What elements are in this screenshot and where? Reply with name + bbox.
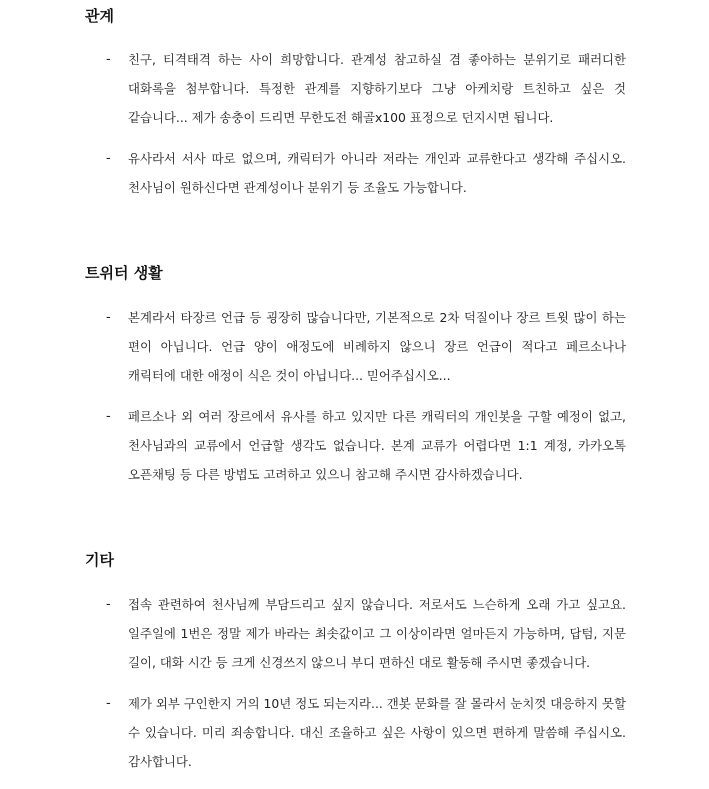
bullet-marker: - (106, 696, 111, 711)
list-item (0, 402, 709, 489)
list-item-text: 접속 관련하여 천사님께 부담드리고 싶지 않습니다. 저로서도 느슨하게 오래 가고 싶고요. 일주일에 1번은 정말 제가 바라는 최솟값이고 그 이상이라면 얼마든지 가능하며, 답텀, 지문 길이, 대화 시간 등 크게 신경쓰지 않으니 부디 편하신 대로 활동해 주시면 좋겠습니다. (128, 597, 626, 670)
list-item (0, 144, 709, 202)
section-heading: 관계 (85, 7, 114, 25)
bullet-marker: - (106, 409, 111, 424)
list-item-text: 친구, 티격태격 하는 사이 희망합니다. 관계성 참고하실 겸 좋아하는 분위기로 패러디한 대화록을 첨부합니다. 특정한 관계를 지향하기보다 그냥 아케치랑 트친하고 싶은 것 같습니다... 제가 송충이 드리면 무한도전 해골x100 표정으로 던지시면 됩니다. (128, 52, 626, 125)
bullet-marker: - (106, 597, 111, 612)
bullet-list (0, 590, 709, 788)
section-heading: 트위터 생활 (85, 264, 163, 282)
bullet-marker: - (106, 151, 111, 166)
list-item-text: 제가 외부 구인한지 거의 10년 정도 되는지라... 갠봇 문화를 잘 몰라서 눈치껏 대응하지 못할 수 있습니다. 미리 죄송합니다. 대신 조율하고 싶은 사항이 있으면 편하게 말씀해 주십시오. 감사합니다. (128, 696, 626, 769)
list-item-text: 페르소나 외 여러 장르에서 유사를 하고 있지만 다른 캐릭터의 개인봇을 구할 예정이 없고, 천사님과의 교류에서 언급할 생각도 없습니다. 본계 교류가 어렵다면 1:1 계정, 카카오톡 오픈채팅 등 다른 방법도 고려하고 있으니 참고해 주시면 감사하겠습니다. (128, 409, 626, 482)
bullet-marker: - (106, 52, 111, 67)
bullet-list (0, 45, 709, 214)
bullet-list (0, 303, 709, 501)
bullet-marker: - (106, 310, 111, 325)
list-item-text: 유사라서 서사 따로 없으며, 캐릭터가 아니라 저라는 개인과 교류한다고 생각해 주십시오. 천사님이 원하신다면 관계성이나 분위기 등 조율도 가능합니다. (128, 151, 626, 195)
list-item-text: 본계라서 타장르 언급 등 굉장히 많습니다만, 기본적으로 2차 덕질이나 장르 트윗 많이 하는 편이 아닙니다. 언급 양이 애정도에 비례하지 않으니 장르 언급이 적다고 페르소나나 캐릭터에 대한 애정이 식은 것이 아닙니다... 믿어주십시오... (128, 310, 626, 383)
list-item (0, 590, 709, 677)
list-item (0, 303, 709, 390)
list-item (0, 45, 709, 132)
section-heading: 기타 (85, 551, 114, 569)
list-item (0, 689, 709, 776)
